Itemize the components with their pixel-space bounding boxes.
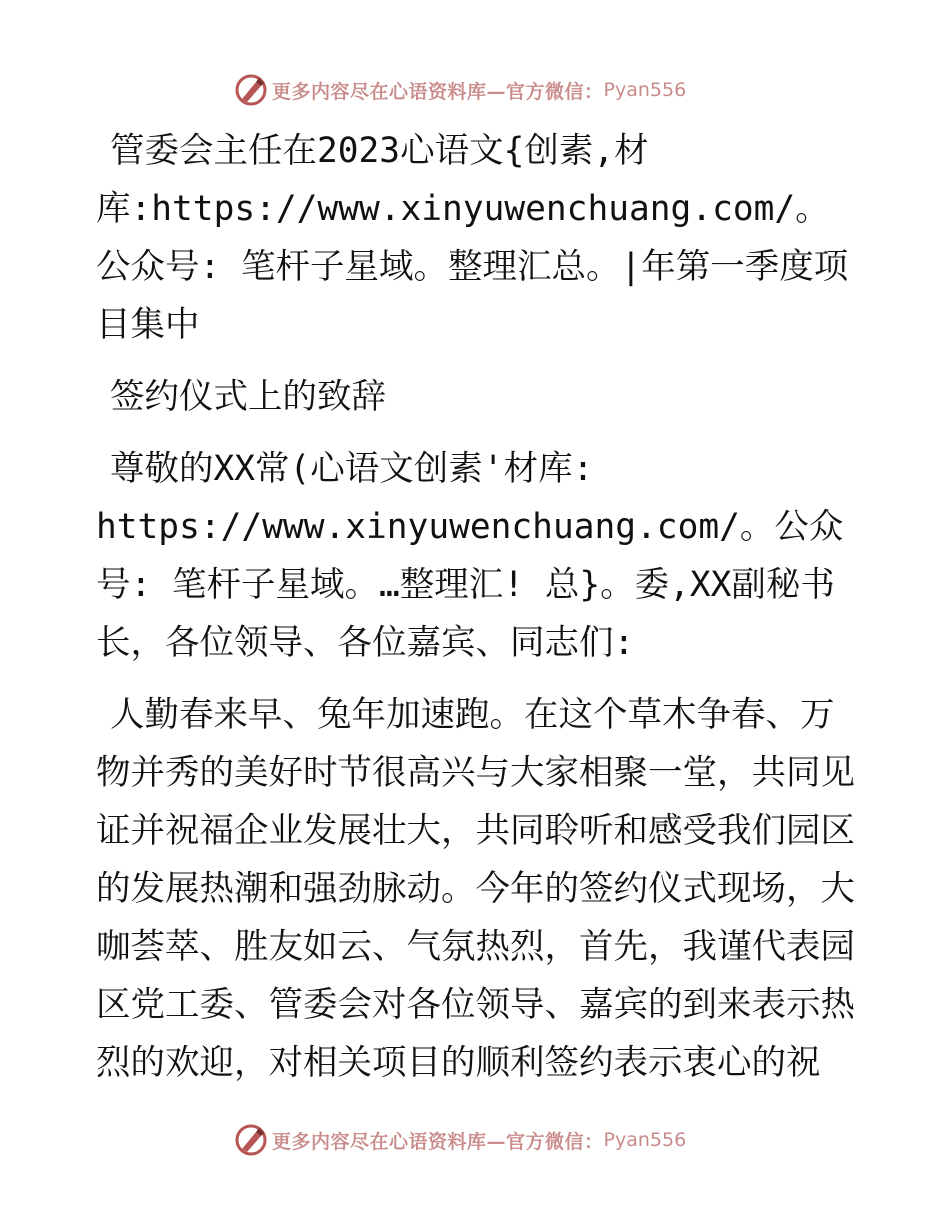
footer-watermark-banner bbox=[234, 1120, 686, 1160]
paragraph-1: 管委会主任在2023心语文{创素,材库:https://www.xinyuwenchuang.com/。公众号: 笔杆子星域。整理汇总。|年第一季度项目集中 bbox=[96, 131, 849, 345]
footer-banner-id: Pyan556 bbox=[603, 1129, 687, 1151]
document-body bbox=[96, 122, 856, 1092]
paragraph-3: 尊敬的XX常(心语文创素'材库: https://www.xinyuwenchuang.com/。公众号: 笔杆子星域。…整理汇! 总}。委,XX副秘书长，各位领导、各位嘉宾、同志们: bbox=[96, 449, 844, 663]
pen-logo-icon bbox=[234, 73, 268, 107]
footer-banner-text: 更多内容尽在心语资料库—官方微信： bbox=[272, 1130, 604, 1153]
pen-logo-icon bbox=[234, 1123, 268, 1157]
header-banner-id: Pyan556 bbox=[603, 79, 687, 101]
header-watermark-banner bbox=[234, 70, 686, 110]
header-banner-text: 更多内容尽在心语资料库—官方微信： bbox=[272, 80, 604, 103]
paragraph-2: 签约仪式上的致辞 bbox=[110, 377, 386, 417]
paragraph-4: 人勤春来早、兔年加速跑。在这个草木争春、万物并秀的美好时节很高兴与大家相聚一堂，共同见证并祝福企业发展壮大，共同聆听和感受我们园区的发展热潮和强劲脉动。今年的签约仪式现场，大咖荟萃、胜友如云、气氛热烈，首先，我谨代表园区党工委、管委会对各位领导、嘉宾的到来表示热烈的欢迎，对相关项目的顺利签约表示衷心的祝 bbox=[96, 695, 855, 1083]
